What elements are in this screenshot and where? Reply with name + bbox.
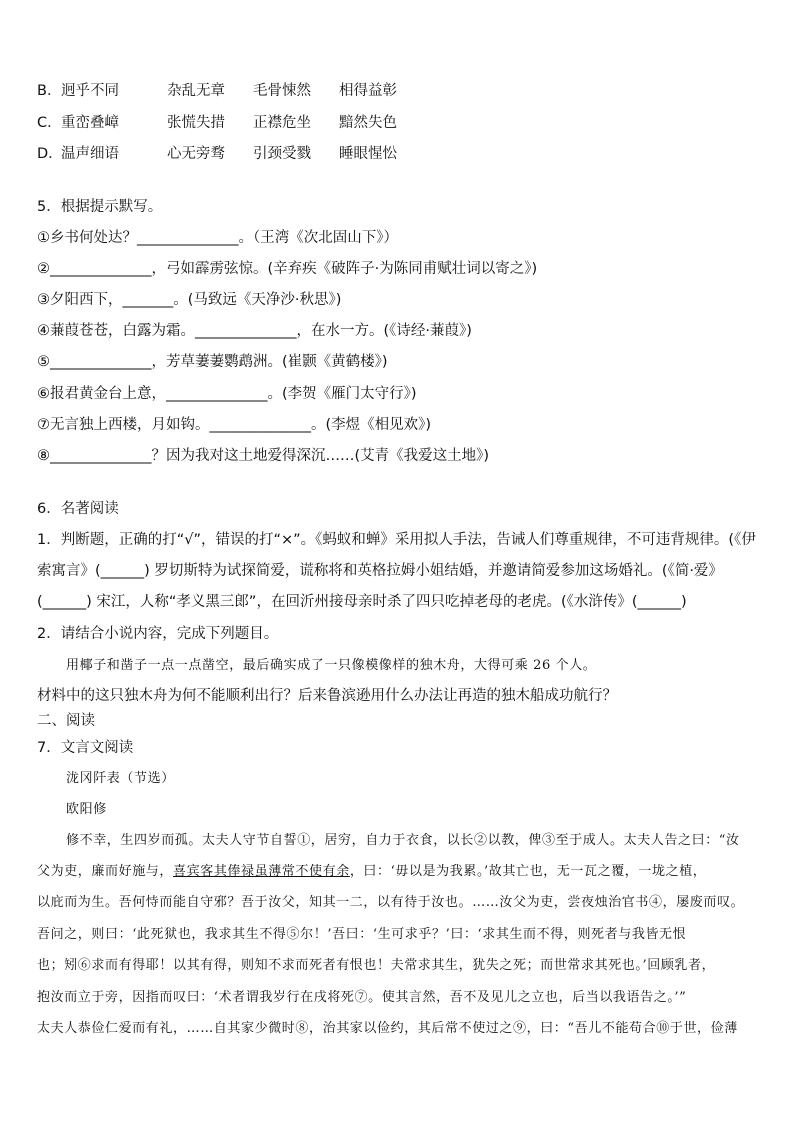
judgement-line: 索寓言》(______) 罗切斯特为试探简爱，谎称将和英格拉姆小姐结婚，并邀请简爱参加这场婚礼。(《简·爱》 xyxy=(37,563,723,579)
option-label: B． xyxy=(37,83,62,99)
recitation-item: ③夕阳西下，_______。(马致远《天净沙·秋思》) xyxy=(37,292,342,308)
passage-text: 父为吏，廉而好施与， xyxy=(37,864,174,879)
passage-text: ，曰：‘毋以是为我累。’故其亡也，无一瓦之覆，一垅之植， xyxy=(349,864,707,879)
novel-material: 用椰子和凿子一点一点凿空，最后确实成了一只像模像样的独木舟，大得可乘 26 个人。 xyxy=(66,658,597,673)
question-6-title: 6．名著阅读 xyxy=(37,501,119,517)
option-word: 相得益彰 xyxy=(339,83,397,99)
recitation-item: ④蒹葭苍苍，白露为霜。______________，在水一方。(《诗经·蒹葭》) xyxy=(37,323,472,339)
passage-line xyxy=(37,862,706,882)
recitation-item: ⑧______________？因为我对这土地爱得深沉……(艾青《我爱这土地》) xyxy=(37,448,490,464)
option-word: 温声细语 xyxy=(61,146,119,162)
judgement-line: 1．判断题，正确的打“√”，错误的打“×”。《蚂蚁和蝉》采用拟人手法，告诫人们尊重规律，不可违背规律。(《伊 xyxy=(37,532,756,548)
passage-line: 修不幸，生四岁而孤。太夫人守节自誓①，居穷，自力于衣食，以长②以教，俾③至于成人。太夫人告之曰：“汝 xyxy=(66,833,740,848)
section-heading: 二、阅读 xyxy=(37,713,95,729)
recitation-item: ②______________，弓如霹雳弦惊。(辛弃疾《破阵子·为陈同甫赋壮词以寄之》) xyxy=(37,261,538,277)
novel-question: 材料中的这只独木舟为何不能顺利出行？后来鲁滨逊用什么办法让再造的独木船成功航行？ xyxy=(37,688,617,704)
option-word: 睡眼惺忪 xyxy=(339,146,397,162)
question-7-title: 7．文言文阅读 xyxy=(37,740,134,756)
option-word: 毛骨悚然 xyxy=(253,83,311,99)
option-word: 迥乎不同 xyxy=(61,83,119,99)
option-word: 引颈受戮 xyxy=(253,146,311,162)
option-b xyxy=(37,81,397,101)
question-5-title: 5．根据提示默写。 xyxy=(37,199,163,215)
recitation-item: ⑤______________，芳草萋萋鹦鹉洲。(崔颢《黄鹤楼》) xyxy=(37,354,388,370)
passage-line: 吾问之，则曰：‘此死狱也，我求其生不得⑤尔！’吾曰：‘生可求乎？’曰：‘求其生而不得，则死者与我皆无恨 xyxy=(37,927,687,942)
passage-author: 欧阳修 xyxy=(66,802,107,817)
option-word: 正襟危坐 xyxy=(253,115,311,131)
option-word: 张慌失措 xyxy=(167,115,225,131)
underlined-sentence: 喜宾客其俸禄虽薄常不使有余 xyxy=(173,864,350,879)
recitation-item: ①乡书何处达？______________。（王湾《次北固山下》） xyxy=(37,230,398,246)
judgement-line: (______) 宋江，人称“孝义黑三郎”，在回沂州接母亲时杀了四只吃掉老母的老虎。(《水浒传》(______) xyxy=(37,594,687,610)
question-6-part-2: 2．请结合小说内容，完成下列题目。 xyxy=(37,626,279,642)
passage-title: 泷冈阡表（节选） xyxy=(66,771,175,786)
option-word: 杂乱无章 xyxy=(167,83,225,99)
option-label: D． xyxy=(37,146,63,162)
passage-line: 太夫人恭俭仁爱而有礼，……自其家少微时⑧，治其家以俭约，其后常不使过之⑨，曰：“吾儿不能苟合⑩于世，俭薄 xyxy=(37,1021,738,1036)
option-word: 心无旁骛 xyxy=(167,146,225,162)
recitation-item: ⑦无言独上西楼，月如钩。______________。(李煜《相见欢》) xyxy=(37,417,432,433)
passage-line: 以庇而为生。吾何恃而能自守邪？吾于汝父，知其一二，以有待于汝也。……汝父为吏，尝夜烛治官书④，屡废而叹。 xyxy=(37,895,745,910)
recitation-item: ⑥报君黄金台上意，______________。(李贺《雁门太守行》) xyxy=(37,386,417,402)
option-d xyxy=(37,144,397,164)
passage-line: 也；矧⑥求而有得耶！以其有得，则知不求而死者有恨也！夫常求其生，犹失之死；而世常求其死也。’回顾乳者， xyxy=(37,958,716,973)
option-word: 黯然失色 xyxy=(339,115,397,131)
option-label: C． xyxy=(37,115,62,131)
option-c xyxy=(37,113,397,133)
option-word: 重峦叠嶂 xyxy=(61,115,119,131)
passage-line: 抱汝而立于旁，因指而叹曰：‘术者谓我岁行在戌将死⑦。使其言然，吾不及见儿之立也，后当以我语告之。’” xyxy=(37,990,687,1005)
